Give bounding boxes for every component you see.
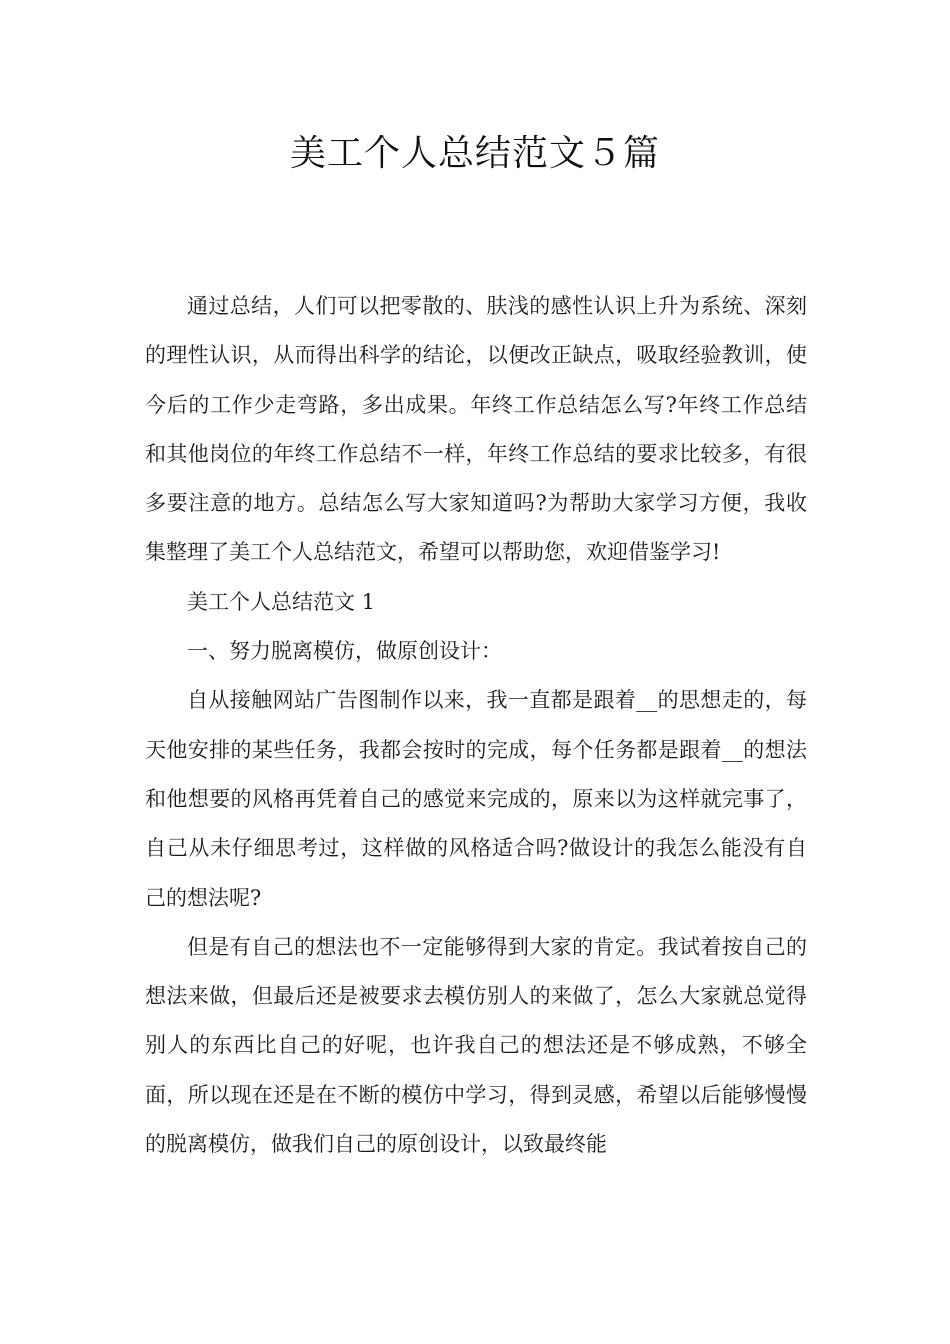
section-heading-sample-1: 美工个人总结范文 1 (187, 589, 376, 614)
intro-paragraph: 通过总结，人们可以把零散的、肤浅的感性认识上升为系统、深刻的理性认识，从而得出科学的结论，以便改正缺点，吸取经验教训，使今后的工作少走弯路，多出成果。年终工作总结怎么写?年终工作总结和其他岗位的年终工作总结不一样，年终工作总结的要求比较多，有很多要注意的地方。总结怎么写大家知道吗?为帮助大家学习方便，我收集整理了美工个人总结范文，希望可以帮助您，欢迎借鉴学习! (145, 294, 807, 565)
document-body (145, 282, 807, 1169)
body-paragraph-1: 自从接触网站广告图制作以来，我一直都是跟着__的思想走的，每天他安排的某些任务，我都会按时的完成，每个任务都是跟着__的想法和他想要的风格再凭着自己的感觉来完成的，原来以为这样就完事了，自己从未仔细思考过，这样做的风格适合吗?做设计的我怎么能没有自己的想法呢? (145, 688, 807, 910)
document-title: 美工个人总结范文５篇 (289, 133, 660, 174)
body-paragraph-2: 但是有自己的想法也不一定能够得到大家的肯定。我试着按自己的想法来做，但最后还是被要求去模仿别人的来做了，怎么大家就总觉得别人的东西比自己的好呢，也许我自己的想法还是不够成熟，不够全面，所以现在还是在不断的模仿中学习，得到灵感，希望以后能够慢慢的脱离模仿，做我们自己的原创设计，以致最终能 (145, 934, 807, 1157)
subsection-heading-1: 一、努力脱离模仿，做原创设计： (187, 639, 502, 664)
